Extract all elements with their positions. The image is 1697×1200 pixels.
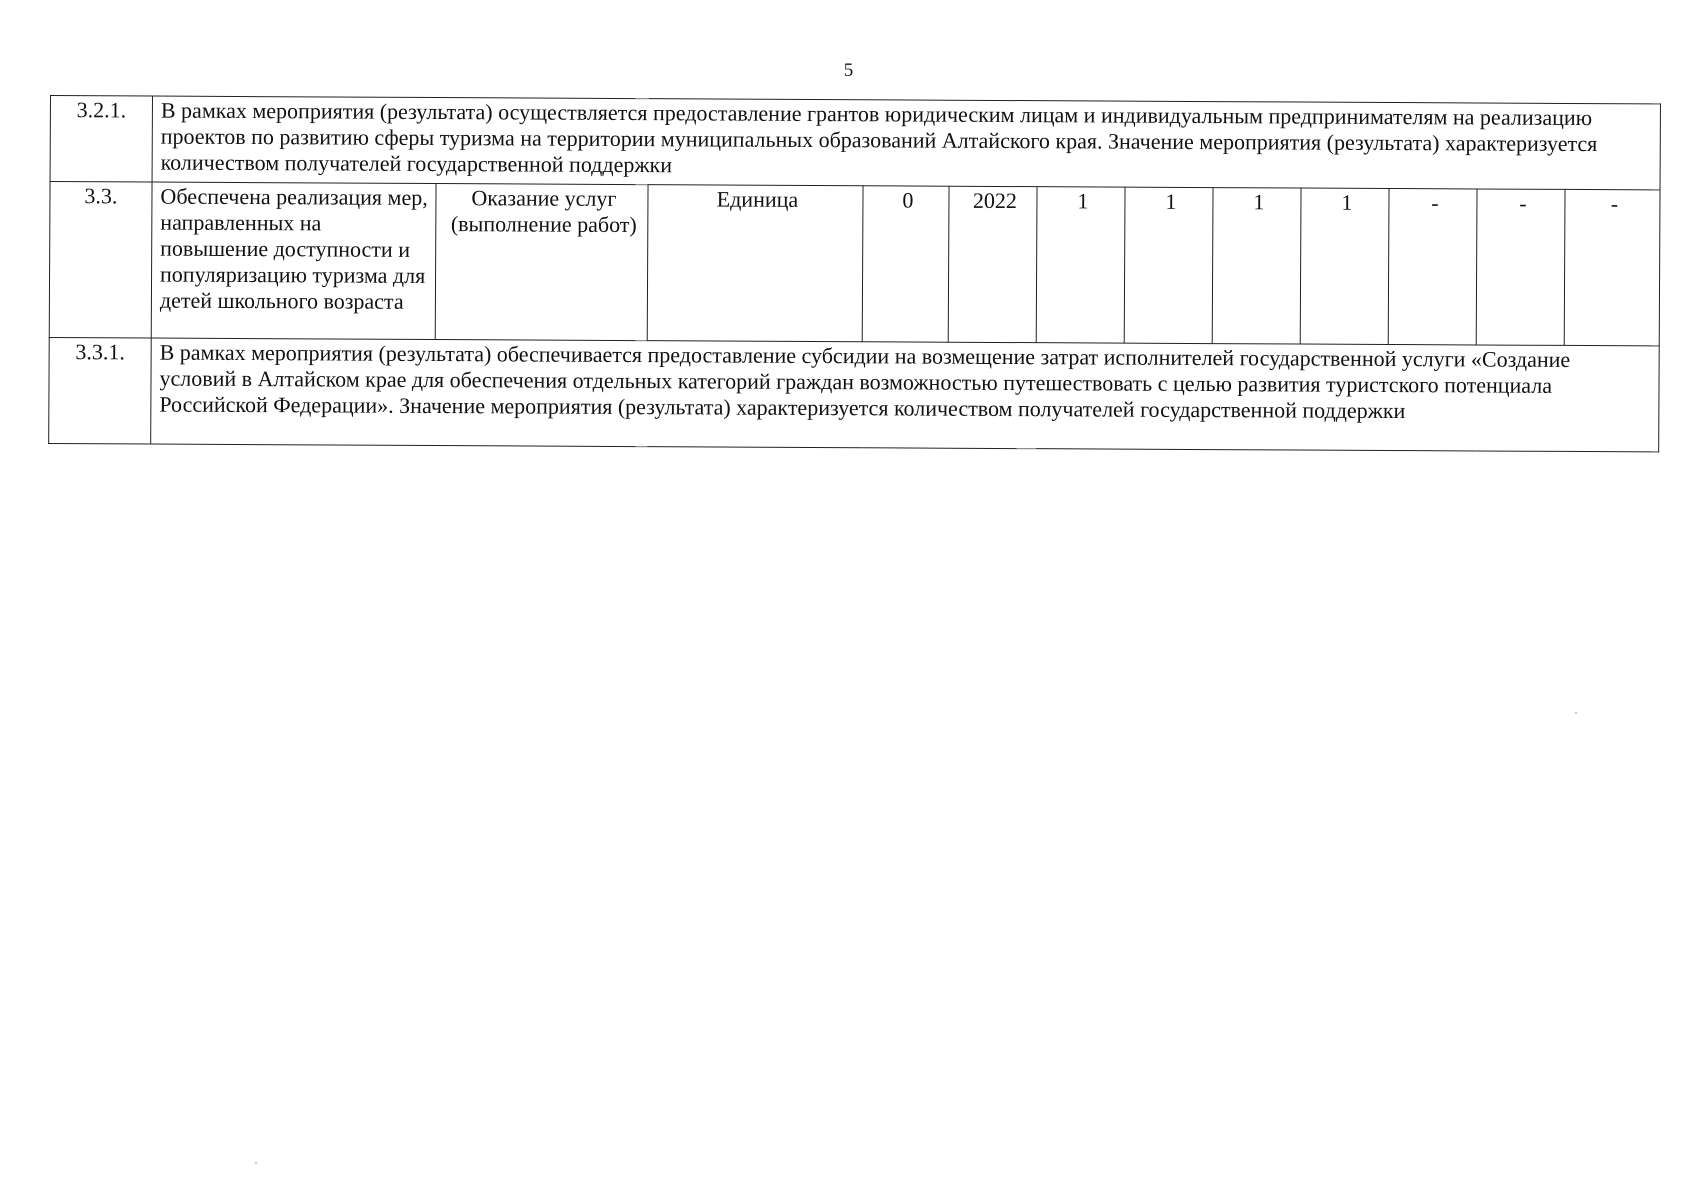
year-value: 1 xyxy=(1124,187,1213,343)
scan-speck xyxy=(255,1162,257,1164)
result-name: Обеспечена реализация мер, направленных на повышение доступности и популяризацию туризма для детей школьного возраста xyxy=(151,182,436,339)
table-row xyxy=(50,96,1661,190)
indicator-table xyxy=(48,95,1661,452)
base-year: 2022 xyxy=(948,186,1037,342)
page-number: 5 xyxy=(843,60,854,81)
row-description: В рамках мероприятия (результата) обеспечивается предоставление субсидии на возмещение затрат исполнителей государственной услуги «Создание условий в Алтайском крае для обеспечения отдельных категорий граждан возможностью путешествовать с целью развития туристского потенциала Российской Федерации». Значение мероприятия (результата) характеризуется количеством получателей государственной поддержки xyxy=(151,338,1660,452)
year-value: 1 xyxy=(1036,187,1125,343)
year-value: - xyxy=(1388,189,1477,345)
unit-of-measure: Единица xyxy=(647,185,863,342)
scan-speck xyxy=(1575,712,1577,714)
row-number: 3.2.1. xyxy=(50,96,152,183)
row-number: 3.3. xyxy=(49,182,152,339)
row-number: 3.3.1. xyxy=(49,337,152,444)
year-value: - xyxy=(1476,189,1565,345)
year-value: - xyxy=(1564,189,1660,345)
table-row xyxy=(49,337,1660,451)
row-description: В рамках мероприятия (результата) осуществляется предоставление грантов юридическим лицам и индивидуальным предпринимателям на реализацию проектов по развитию сферы туризма на территории муниципальных образований Алтайского края. Значение мероприятия (результата) характеризуется количеством получателей государственной поддержки xyxy=(152,96,1661,190)
year-value: 1 xyxy=(1212,188,1301,344)
base-value: 0 xyxy=(862,186,949,342)
result-type: Оказание услуг (выполнение работ) xyxy=(435,184,648,341)
table-row xyxy=(49,182,1660,346)
year-value: 1 xyxy=(1300,188,1389,344)
